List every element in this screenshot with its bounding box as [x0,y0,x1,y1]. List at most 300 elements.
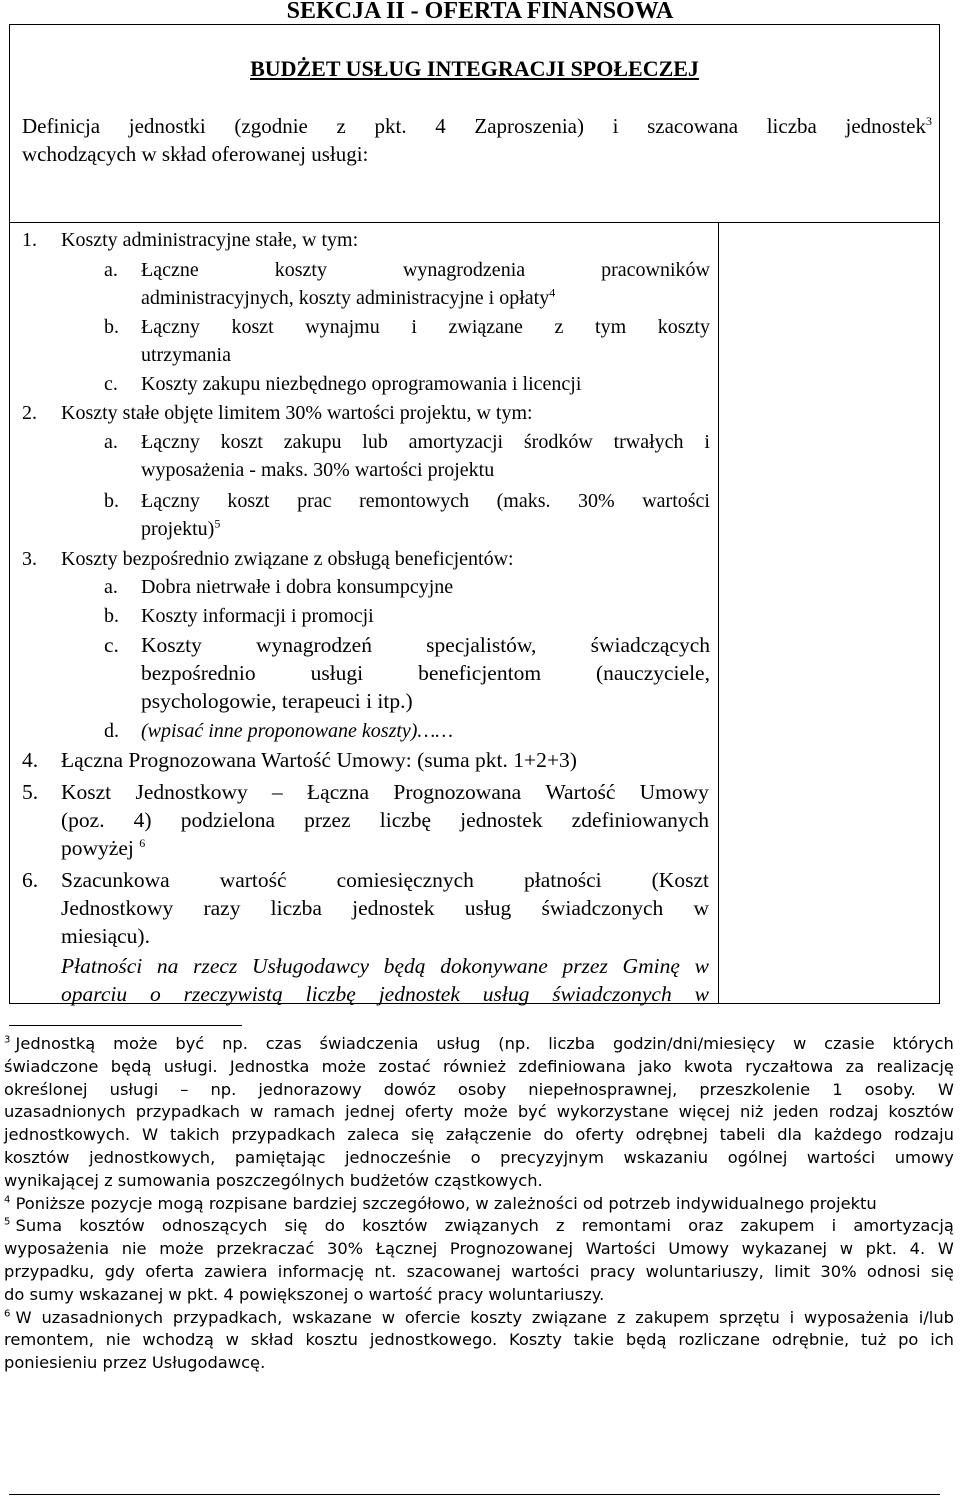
word: jednocześnie [345,1147,452,1167]
footnote-line [4,1101,954,1124]
footnote-mark: 4 [4,1194,11,1206]
item-text: powyżej [61,836,134,860]
word: dowóz [383,1079,436,1099]
word: świadczonych [552,982,672,1006]
word: zakupem [635,1307,710,1327]
word: ofercie [404,1307,461,1327]
word: określonej [4,1079,88,1099]
word: 30% [820,1261,857,1281]
item-text: Koszty zakupu niezbędnego oprogramowania i licencji [141,373,582,395]
item-number: 3. [22,548,37,570]
word: Szacunkowa [61,868,170,892]
word: Koszty [141,633,202,657]
word: i [789,1307,795,1327]
word: wykazanej [741,1239,828,1259]
word: związane [448,316,523,338]
word: usług [464,896,512,920]
word: jednej [345,1102,395,1122]
word: przekraczać [216,1239,315,1259]
word: w [225,1330,239,1350]
word: specjalistów, [426,633,537,657]
word: osoby. [864,1079,916,1099]
word: wskazaniu [623,1147,709,1167]
word: pkt. [374,114,407,138]
word: może [159,1239,204,1259]
footnote-text: Poniższe pozycje mogą rozpisane bardziej szczegółowo, w zależności od potrzeb indywidualnego projektu [15,1193,877,1213]
word: Płatności [61,954,143,978]
footnote-line [4,1079,954,1102]
word: Łączny [141,490,200,512]
word: Wartość [545,780,616,804]
word: jako [638,1056,672,1076]
word: (maks. [496,490,551,512]
budget-title: BUDŻET USŁUG INTEGRACJI SPOŁECZEJ [250,56,699,81]
word: gdy [104,1261,135,1281]
word: $^6$ W [4,1307,32,1327]
word: osoby [457,1079,507,1099]
word: odrębnej [635,1125,708,1145]
word: koszty [657,316,710,338]
item-text-line-1 [141,631,710,659]
word: jednostki [128,114,206,138]
word: będą [110,1056,152,1076]
word: (zgodnie [234,114,308,138]
word: zdefiniowana [518,1056,626,1076]
word: i [411,316,417,338]
item-1b-rent [104,313,710,369]
word: usługi [109,1079,159,1099]
word: remontem, [4,1330,94,1350]
word: koszt [227,490,270,512]
word: i [704,431,710,453]
word: jednostek [352,896,435,920]
footnote-line [4,1307,954,1330]
word: świadczenia [319,1034,419,1053]
word: usług [436,1034,481,1053]
item-letter: b. [104,605,119,627]
word: wartości [511,1261,580,1281]
table-header-divider [9,222,940,223]
word: (poz. [61,808,105,832]
item-text-line-2 [141,515,220,543]
word: i [612,114,619,138]
word: ryczałtowa [745,1056,834,1076]
word: Wartości [585,1239,656,1259]
word: trwałych [613,431,684,453]
word: jednostek [460,808,543,832]
footnote-ref: 6 [139,835,146,850]
word: nie [121,1239,147,1259]
word: czas [265,1034,302,1053]
word: sprzętu [719,1307,780,1327]
footnote-line: poniesieniu przez Usługodawcę. [4,1353,266,1373]
item-text: (wpisać inne proponowane koszty)…… [141,720,454,742]
word: przypadku, [4,1261,95,1281]
word: przez [562,954,608,978]
footnote-line [4,1147,954,1170]
word: rodzaju [893,1125,954,1145]
word: wynagrodzeń [256,633,372,657]
item-text: Koszty administracyjne stałe, w tym: [61,229,359,251]
word: Zaproszenia) [474,114,584,138]
word: wskazane [292,1307,372,1327]
word: Gminę [622,954,680,978]
item-letter: c. [104,633,119,657]
payment-note-line-2 [61,980,709,1008]
word: być [517,1102,547,1122]
footnote-line [4,1329,954,1352]
word: i [831,1216,837,1236]
footnote-6 [4,1307,954,1375]
word: nt. [374,1261,397,1281]
definition-line-2: wchodzących w skład oferowanej usługi: [22,142,369,166]
footnote-line [4,1033,954,1056]
word: $^5$ Suma [4,1216,63,1236]
word: płatności [523,868,602,892]
word: pkt. [865,1239,897,1259]
word: koszt [220,431,263,453]
item-text-line-2 [141,659,710,687]
item-text-line-1 [61,778,709,806]
word: $^3$ Jednostką [4,1034,96,1053]
word: liczbę [379,808,432,832]
footnote-line: wynikającej z sumowania poszczególnych budżetów cząstkowych. [4,1170,543,1190]
item-text: Koszty informacji i promocji [141,605,374,627]
word: usług [482,982,530,1006]
item-text: projektu) [141,518,215,540]
word: – [180,1079,189,1099]
word: rodzaj [828,1102,879,1122]
word: takich [169,1125,220,1145]
word: 4. [909,1239,926,1259]
word: wyposażenia [4,1239,110,1259]
word: być [175,1034,205,1053]
word: wartości [642,490,710,512]
word: przypadkach [135,1102,240,1122]
word: wynajmu [305,316,380,338]
word: Jednostka [229,1056,310,1076]
word: do [324,1216,345,1236]
word: szacowanej [406,1261,501,1281]
word: odnoszących [161,1216,268,1236]
word: Prognozowanej [449,1239,574,1259]
word: po [898,1330,919,1350]
word: jeden [773,1102,819,1122]
item-number: 6. [22,868,39,892]
footnote-line: do sumy wskazanej w pkt. 4 powiększonej o wartość pracy woluntariuszy. [4,1284,605,1304]
word: razy [203,896,241,920]
item-text-line-1 [141,256,710,284]
word: zostać [378,1056,431,1076]
section-title: SEKCJA II - OFERTA FINANSOWA [286,0,674,24]
item-text: Koszty bezpośrednio związane z obsługą beneficjentów: [61,548,514,570]
footnote-line [4,1261,954,1284]
word: W [937,1079,954,1099]
item-number: 4. [22,748,39,772]
word: podzielona [180,808,276,832]
word: w [693,896,709,920]
footnotes [4,1033,954,1375]
word: w [694,954,709,978]
word: rzecz [193,954,238,978]
word: kosztów [362,1216,428,1236]
footnote-ref: 5 [214,516,221,531]
word: świadczonych [541,896,664,920]
word: każdego [813,1125,883,1145]
item-1a-admin-salaries [104,256,710,312]
word: z [616,1307,626,1327]
word: będą [383,954,426,978]
word: np. [222,1034,248,1053]
word: usługi. [163,1056,218,1076]
word: pracy [589,1261,636,1281]
amount-column-divider [718,222,719,1004]
item-text-line-3: miesiącu). [61,924,150,948]
word: liczba [766,114,817,138]
word: tuż [861,1330,887,1350]
word: dla [777,1125,803,1145]
word: jednostek [378,982,460,1006]
word: więcej [678,1102,730,1122]
word: remontowych [359,490,470,512]
word: np. [210,1079,237,1099]
word: się [930,1261,954,1281]
word: świadczących [590,633,710,657]
word: umowy [894,1147,954,1167]
word: Definicja [22,114,101,138]
word: 30% [578,490,615,512]
item-text-line-1 [141,487,710,515]
word: Łączna [307,780,370,804]
word: do [543,1125,564,1145]
footnote-ref: 3 [925,114,932,128]
word: godzin/dni/miesięcy [612,1034,776,1053]
footnote-mark: 6 [4,1308,11,1320]
item-text: Łączna Prognozowana Wartość Umowy: (suma pkt. 1+2+3) [61,748,577,772]
item-letter: d. [104,720,119,742]
footnote-line [4,1238,954,1261]
word: Prognozowana [393,780,522,804]
item-text: Dobra nietrwałe i dobra konsumpcyjne [141,576,454,598]
word: związane [531,1307,608,1327]
word: wyposażenia [803,1307,909,1327]
word: rozliczane [678,1330,761,1350]
word: w [694,982,709,1006]
word: zakupu [283,431,342,453]
word: tym [595,316,627,338]
word: wykorzystane [556,1102,669,1122]
word: kosztów [4,1147,70,1167]
word: w [792,1034,807,1053]
word: skład [250,1330,294,1350]
word: których [892,1034,954,1053]
word: precyzyjnym [500,1147,604,1167]
word: ramach [273,1102,336,1122]
word: również [442,1056,507,1076]
footnote-line [4,1056,954,1079]
footnote-3 [4,1033,954,1193]
word: uzasadnionych [41,1307,164,1327]
word: 4 [435,114,446,138]
footnote-line [4,1215,954,1238]
word: w [249,1102,264,1122]
word: może [463,1102,508,1122]
footnote-4 [4,1193,954,1216]
word: (nauczyciele, [595,661,710,685]
word: wchodzą [142,1330,214,1350]
word: takie [573,1330,615,1350]
word: w [839,1239,854,1259]
footnote-line [4,1124,954,1147]
word: Koszty [508,1330,562,1350]
item-text-line-2 [61,894,709,922]
word: oraz [688,1216,724,1236]
word: usługi [310,661,364,685]
word: 4) [133,808,152,832]
word: Umowy [668,1239,729,1259]
payment-note-line-1 [61,952,709,980]
word: zakupem [740,1216,815,1236]
word: lub [362,431,388,453]
word: rzeczywistą [183,982,283,1006]
word: ogólnej [727,1147,788,1167]
word: – [272,780,283,804]
word: uzasadnionych [4,1102,126,1122]
word: świadczone [4,1056,99,1076]
word: z [554,316,564,338]
word: jednorazowy [258,1079,362,1099]
word: niepełnosprawnej, [528,1079,678,1099]
word: za [845,1056,865,1076]
word: szacowana [647,114,739,138]
word: beneficjentom [418,661,542,685]
word: pamiętając [234,1147,326,1167]
word: oparciu [61,982,128,1006]
word: informację [277,1261,365,1281]
footnote-mark: 3 [4,1034,11,1046]
item-letter: c. [104,373,118,395]
item-letter: a. [104,259,118,281]
word: wynagrodzenia [402,259,526,281]
word: z [556,1216,565,1236]
word: w [381,1307,396,1327]
word: środków [523,431,593,453]
item-6-monthly-payments [22,866,712,1006]
word: przeszkolenie [699,1079,811,1099]
item-5-unit-cost [22,778,712,862]
word: koszty [274,259,327,281]
word: realizację [876,1056,954,1076]
footnote-mark: 5 [4,1216,11,1228]
word: amortyzacją [853,1216,954,1236]
word: i/lub [918,1307,954,1327]
word: Koszt [61,780,112,804]
word: może [321,1056,367,1076]
word: Jednostkowy [61,896,174,920]
word: nie [105,1330,131,1350]
item-letter: b. [104,490,119,512]
word: jednostkowych, [89,1147,216,1167]
item-text-line-3 [61,834,145,862]
item-2b-renovation [104,487,710,543]
word: oferty [404,1102,454,1122]
unit-definition [22,112,932,168]
item-text-line-2 [141,284,555,312]
word: zawiera [204,1261,268,1281]
word: 1 [832,1079,843,1099]
word: oferty [575,1125,624,1145]
word: 30% [326,1239,364,1259]
word: Usługodawcy [252,954,370,978]
word: kosztów [888,1102,954,1122]
word: Łączny [141,431,200,453]
item-text-line-3: psychologowie, terapeuci i itp.) [141,689,413,713]
item-text-line-1 [61,866,709,894]
word: dokonywane [440,954,548,978]
word: odrębnie, [771,1330,850,1350]
word: kosztów [79,1216,145,1236]
word: liczba [270,896,322,920]
item-text: administracyjnych, koszty administracyjne i opłaty [141,287,550,309]
word: niż [740,1102,764,1122]
page-bottom-rule [9,1494,940,1495]
word: związanych [444,1216,539,1236]
word: Łączne [141,259,199,281]
word: Jednostkowy [135,780,248,804]
word: o [470,1147,481,1167]
word: z [336,114,346,138]
footnote-ref: 4 [549,285,556,300]
word: kosztu [305,1330,358,1350]
word: kwota [683,1056,733,1076]
word: na [156,954,179,978]
word: ich [930,1330,954,1350]
item-text-line-1 [141,428,710,456]
item-text: Koszty stałe objęte limitem 30% wartości projektu, w tym: [61,402,533,424]
word: jednostkowego. [369,1330,498,1350]
word: comiesięcznych [336,868,474,892]
word: czasie [824,1034,875,1053]
word: załączenie [446,1125,532,1145]
item-number: 5. [22,780,39,804]
item-number: 1. [22,229,37,251]
word: Łącznej [375,1239,438,1259]
word: wartości [806,1147,876,1167]
word: koszt [231,316,274,338]
footnote-separator [9,1025,242,1026]
word: Umowy [639,780,709,804]
word: oferta [145,1261,195,1281]
footnote-5 [4,1215,954,1306]
definition-line-1 [22,112,932,140]
word: będą [625,1330,667,1350]
word: przypadkach, [172,1307,283,1327]
word: prac [297,490,332,512]
word: pracowników [601,259,710,281]
item-text-line-2 [61,806,709,834]
item-text-line-2: wyposażenia - maks. 30% wartości projektu [141,459,495,481]
word: jednostek$^3$ [845,114,932,138]
word: W [142,1125,159,1145]
word: limit [774,1261,811,1281]
word: woluntariuszy, [645,1261,764,1281]
item-text-line-2: utrzymania [141,344,231,366]
item-number: 2. [22,402,37,424]
word: wartość [219,868,287,892]
item-letter: b. [104,316,119,338]
item-letter: a. [104,576,118,598]
word: bezpośrednio [141,661,256,685]
